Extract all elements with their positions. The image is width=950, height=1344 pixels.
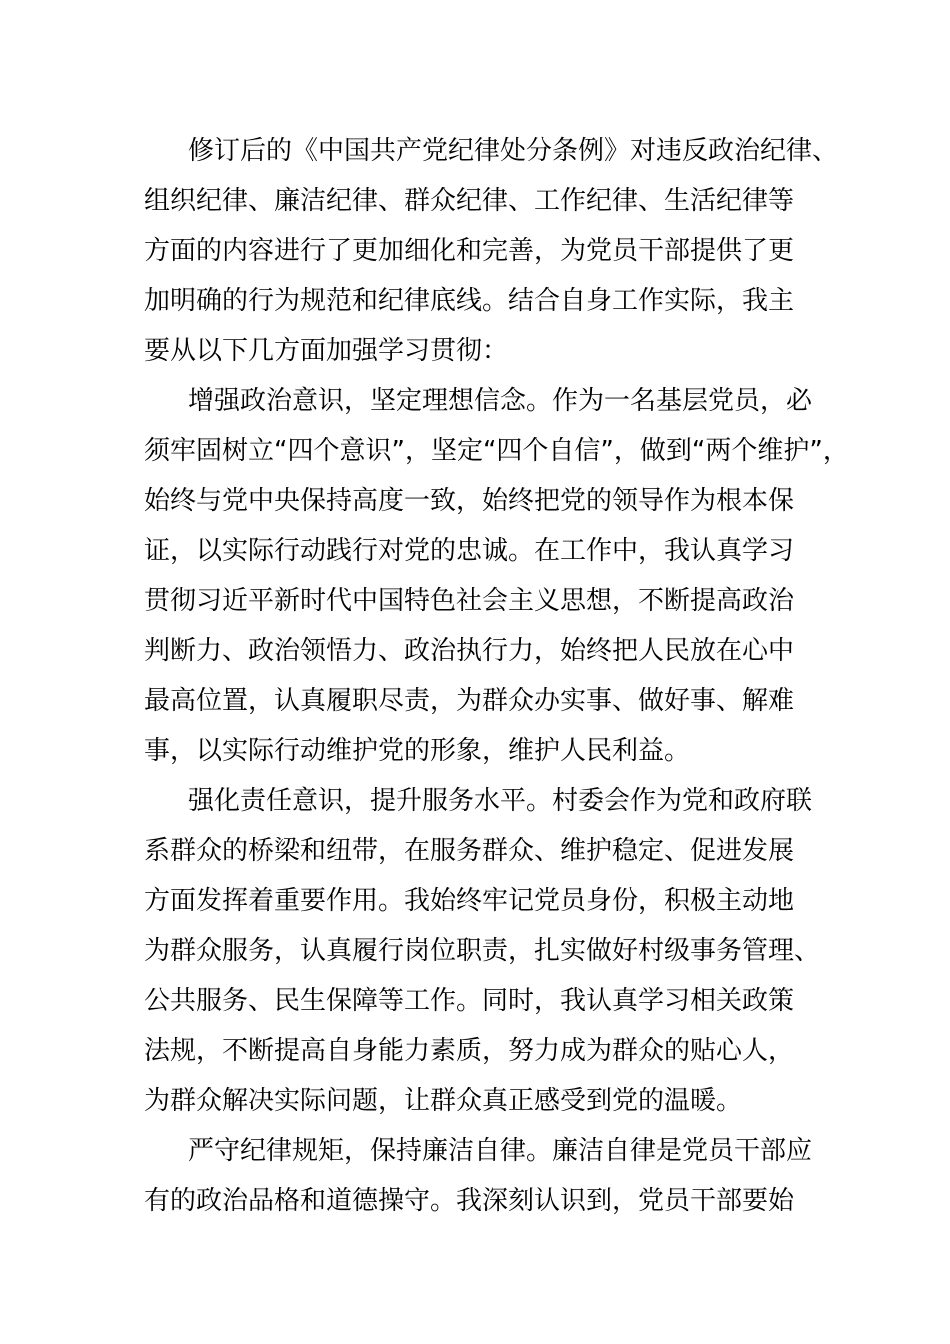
text-line-22: 有的政治品格和道德操守。我深刻认识到，党员干部要始 — [144, 1186, 795, 1216]
text-line-10: 贯彻习近平新时代中国特色社会主义思想，不断提高政治 — [144, 586, 795, 616]
text-line-5: 要从以下几方面加强学习贯彻： — [144, 336, 509, 366]
text-line-11: 判断力、政治领悟力、政治执行力，始终把人民放在心中 — [144, 636, 795, 666]
text-line-4: 加明确的行为规范和纪律底线。结合自身工作实际，我主 — [144, 286, 795, 316]
text-line-1: 修订后的《中国共产党纪律处分条例》对违反政治纪律、 — [188, 136, 839, 166]
text-line-3: 方面的内容进行了更加细化和完善，为党员干部提供了更 — [144, 236, 795, 266]
text-line-15: 系群众的桥梁和纽带，在服务群众、维护稳定、促进发展 — [144, 836, 795, 866]
text-line-13: 事，以实际行动维护党的形象，维护人民利益。 — [144, 736, 691, 766]
text-line-20: 为群众解决实际问题，让群众真正感受到党的温暖。 — [144, 1086, 743, 1116]
text-line-17: 为群众服务，认真履行岗位职责，扎实做好村级事务管理、 — [144, 936, 821, 966]
text-line-21: 严守纪律规矩，保持廉洁自律。廉洁自律是党员干部应 — [188, 1136, 813, 1166]
text-line-9: 证，以实际行动践行对党的忠诚。在工作中，我认真学习 — [144, 536, 795, 566]
text-line-16: 方面发挥着重要作用。我始终牢记党员身份，积极主动地 — [144, 886, 795, 916]
text-line-12: 最高位置，认真履职尽责，为群众办实事、做好事、解难 — [144, 686, 795, 716]
text-line-7: 须牢固树立“四个意识”，坚定“四个自信”，做到“两个维护”， — [144, 436, 849, 466]
text-line-18: 公共服务、民生保障等工作。同时，我认真学习相关政策 — [144, 986, 795, 1016]
text-line-14: 强化责任意识，提升服务水平。村委会作为党和政府联 — [188, 786, 813, 816]
text-line-2: 组织纪律、廉洁纪律、群众纪律、工作纪律、生活纪律等 — [144, 186, 795, 216]
text-line-19: 法规，不断提高自身能力素质，努力成为群众的贴心人， — [144, 1036, 795, 1066]
text-line-6: 增强政治意识，坚定理想信念。作为一名基层党员，必 — [188, 386, 813, 416]
text-line-8: 始终与党中央保持高度一致，始终把党的领导作为根本保 — [144, 486, 795, 516]
